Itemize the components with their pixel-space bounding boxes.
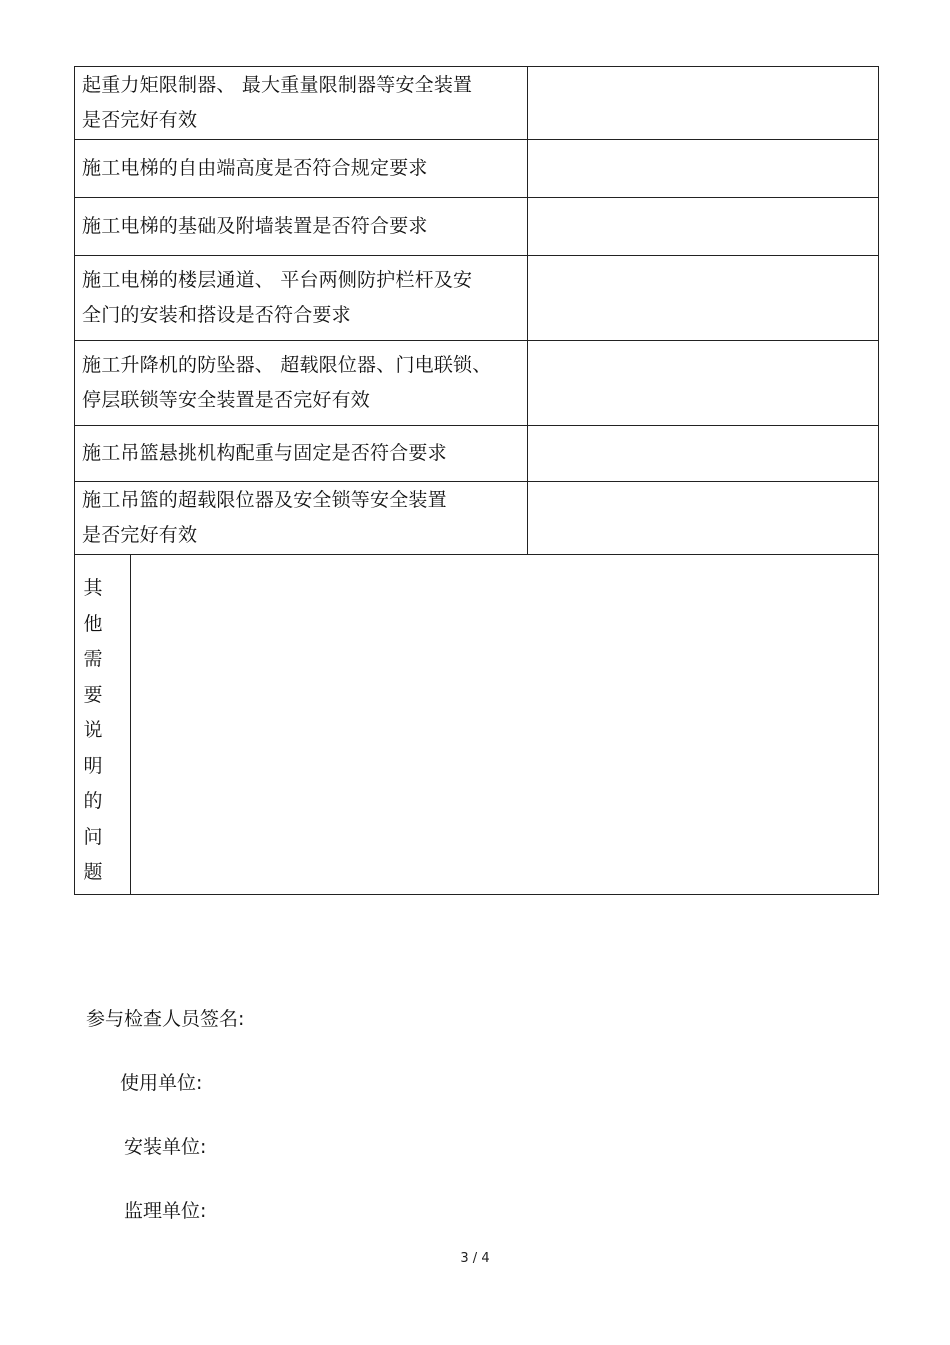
other-issues-label-char: 问 xyxy=(83,825,103,848)
other-issues-label-char: 明 xyxy=(83,754,103,777)
signatures-heading: 参与检查人员签名: xyxy=(86,1008,245,1030)
check-item-line: 施工升降机的防坠器、 超载限位器、门电联锁、 xyxy=(82,354,492,376)
check-item-line: 全门的安装和搭设是否符合要求 xyxy=(82,304,351,326)
check-item-line: 是否完好有效 xyxy=(82,109,198,131)
other-issues-label-char: 的 xyxy=(83,790,103,812)
page-number: 3 / 4 xyxy=(460,1251,490,1266)
check-item-cell xyxy=(75,67,528,140)
other-issues-label-char: 他 xyxy=(83,612,103,635)
check-item-line: 起重力矩限制器、 最大重量限制器等安全装置 xyxy=(82,74,473,96)
other-issues-label xyxy=(75,555,131,895)
other-issues-label-char: 题 xyxy=(83,861,103,883)
check-item-line: 施工电梯的基础及附墙装置是否符合要求 xyxy=(82,215,428,237)
check-result-cell[interactable] xyxy=(528,256,879,341)
other-issues-label-char: 说 xyxy=(83,719,103,741)
other-issues-label-char: 要 xyxy=(83,683,103,706)
check-item-cell xyxy=(75,426,528,482)
check-result-cell[interactable] xyxy=(528,140,879,198)
table-row xyxy=(75,140,879,198)
check-item-line: 施工吊篮的超载限位器及安全锁等安全装置 xyxy=(82,489,447,511)
check-result-cell[interactable] xyxy=(528,198,879,256)
check-item-line: 施工电梯的自由端高度是否符合规定要求 xyxy=(82,157,428,179)
check-item-cell xyxy=(75,198,528,256)
check-item-cell xyxy=(75,256,528,341)
inspection-checklist-table xyxy=(74,66,879,895)
supervision-unit-label: 监理单位: xyxy=(124,1200,207,1222)
check-result-cell[interactable] xyxy=(528,482,879,555)
check-item-line: 施工电梯的楼层通道、 平台两侧防护栏杆及安 xyxy=(82,269,473,291)
other-issues-content[interactable] xyxy=(131,555,879,895)
other-issues-label-char: 其 xyxy=(83,577,103,599)
user-unit-label: 使用单位: xyxy=(120,1072,203,1094)
check-result-cell[interactable] xyxy=(528,67,879,140)
other-issues-row xyxy=(75,555,879,895)
other-issues-label-char: 需 xyxy=(83,648,103,670)
check-result-cell[interactable] xyxy=(528,341,879,426)
table-row xyxy=(75,67,879,140)
check-item-line: 停层联锁等安全装置是否完好有效 xyxy=(82,389,371,411)
check-item-line: 施工吊篮悬挑机构配重与固定是否符合要求 xyxy=(82,442,447,464)
table-row xyxy=(75,426,879,482)
check-result-cell[interactable] xyxy=(528,426,879,482)
table-row xyxy=(75,256,879,341)
check-item-line: 是否完好有效 xyxy=(82,524,198,546)
check-item-cell xyxy=(75,140,528,198)
check-item-cell xyxy=(75,341,528,426)
check-item-cell xyxy=(75,482,528,555)
install-unit-label: 安装单位: xyxy=(124,1136,207,1158)
table-row xyxy=(75,482,879,555)
table-row xyxy=(75,198,879,256)
table-row xyxy=(75,341,879,426)
